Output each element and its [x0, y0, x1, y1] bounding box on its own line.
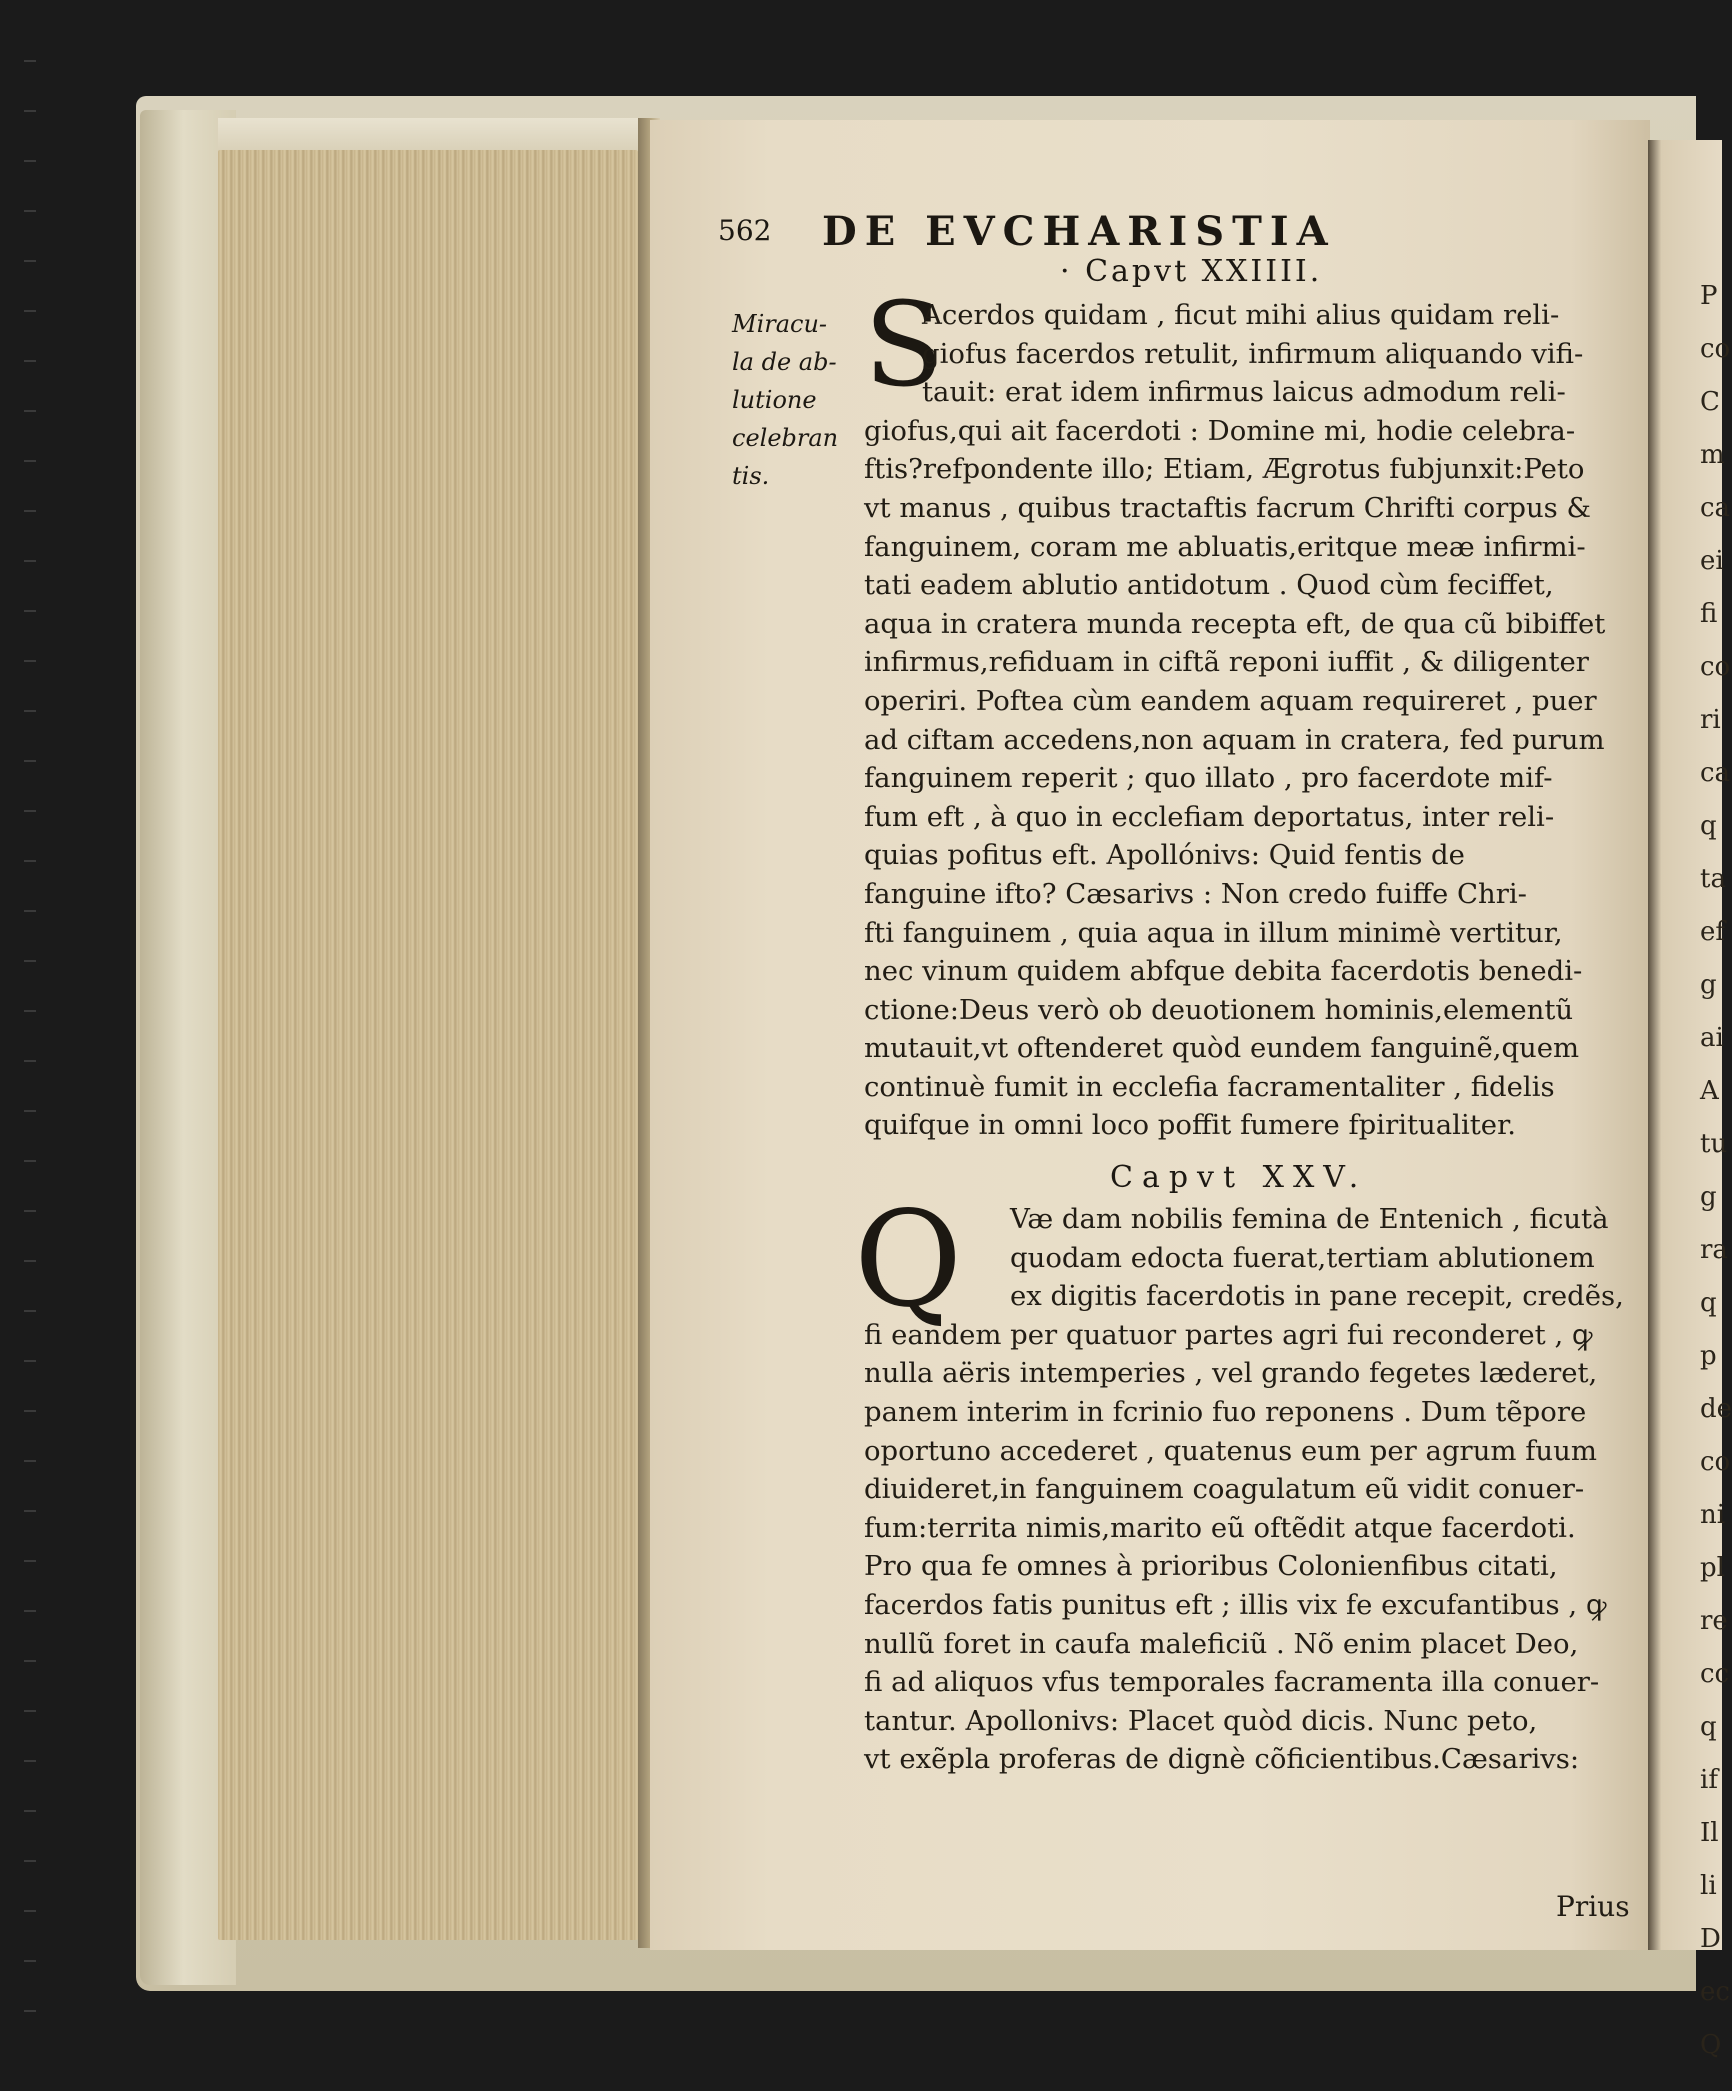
page-number: 562 — [718, 214, 772, 247]
facing-page-fragment: D — [1700, 1924, 1721, 1954]
ruler-tick — [24, 1760, 36, 1762]
text-line: quodam edocta fuerat,tertiam ablutionem — [1010, 1241, 1595, 1274]
ruler-tick — [24, 860, 36, 862]
facing-page-fragments — [1700, 270, 1732, 2072]
text-line: nulla aëris intemperies , vel grando fegetes læderet, — [864, 1357, 1598, 1390]
ruler-tick — [24, 160, 36, 162]
ruler-tick — [24, 610, 36, 612]
ruler-tick — [24, 1960, 36, 1962]
marginal-note-line: Miracu- — [732, 310, 828, 338]
text-line: ex digitis facerdotis in pane recepit, credẽs, — [1010, 1280, 1624, 1313]
facing-page-fragment: ni — [1700, 1500, 1726, 1530]
marginal-note-line: celebran — [732, 424, 839, 452]
ruler-tick — [24, 910, 36, 912]
text-line: tantur. Apollonivs: Placet quòd dicis. Nunc peto, — [864, 1704, 1538, 1737]
facing-page-fragment: li — [1700, 1871, 1717, 1901]
marginal-note-line: tis. — [732, 462, 770, 490]
chapter-heading: Capvt XXV. — [1110, 1160, 1368, 1195]
facing-page-fragment: q — [1700, 811, 1717, 841]
scan-ruler — [0, 0, 60, 2091]
catchword: Prius — [1556, 1890, 1630, 1923]
ruler-tick — [24, 1060, 36, 1062]
text-line: nullũ foret in caufa maleficiũ . Nõ enim placet Deo, — [864, 1627, 1579, 1660]
text-line: fum eft , à quo in ecclefiam deportatus, inter reli- — [864, 800, 1555, 833]
running-head: DE EVCHARISTIA — [822, 208, 1336, 255]
ruler-tick — [24, 1110, 36, 1112]
ruler-tick — [24, 1210, 36, 1212]
text-line: oportuno accederet , quatenus eum per agrum fuum — [864, 1434, 1597, 1467]
ruler-tick — [24, 1560, 36, 1562]
page-block-edge — [218, 150, 638, 1940]
facing-page-fragment: cc — [1700, 1659, 1730, 1689]
ruler-tick — [24, 460, 36, 462]
ruler-tick — [24, 210, 36, 212]
facing-page-fragment: ri — [1700, 705, 1721, 735]
text-line: facerdos fatis punitus eft ; illis vix fe excufantibus , ꝙ — [864, 1588, 1607, 1621]
text-line: quifque in omni loco poffit fumere fpiritualiter. — [864, 1109, 1516, 1142]
ruler-tick — [24, 660, 36, 662]
ruler-tick — [24, 1160, 36, 1162]
text-line: ctione:Deus verò ob deuotionem hominis,elementũ — [864, 993, 1574, 1026]
drop-cap: Q — [854, 1183, 963, 1337]
ruler-tick — [24, 410, 36, 412]
text-line: tauit: erat idem infirmus laicus admodum reli- — [922, 376, 1566, 409]
text-line: fti fanguinem , quia aqua in illum minimè vertitur, — [864, 916, 1563, 949]
ruler-tick — [24, 260, 36, 262]
text-line: fi eandem per quatuor partes agri fui reconderet , ꝙ — [864, 1318, 1593, 1351]
ruler-tick — [24, 60, 36, 62]
ruler-tick — [24, 1360, 36, 1362]
ruler-tick — [24, 760, 36, 762]
ruler-tick — [24, 1910, 36, 1912]
ruler-tick — [24, 510, 36, 512]
facing-page-fragment: g — [1700, 1182, 1717, 1212]
facing-page-fragment: q — [1700, 1288, 1717, 1318]
marginal-note-line: la de ab- — [732, 348, 837, 376]
chapter-text — [864, 296, 1638, 1145]
facing-page-fragment: co — [1700, 652, 1731, 682]
text-line: fanguinem reperit ; quo illato , pro facerdote mif- — [864, 762, 1553, 795]
facing-page-fragment: pl — [1700, 1553, 1725, 1583]
ruler-tick — [24, 1310, 36, 1312]
ruler-tick — [24, 360, 36, 362]
facing-page-fragment: Il — [1700, 1818, 1719, 1848]
facing-page-fragment: ca — [1700, 493, 1731, 523]
facing-page-fragment: C — [1700, 387, 1720, 417]
facing-page-fragment: g — [1700, 970, 1717, 1000]
facing-page-fragment: fi — [1700, 599, 1718, 629]
chapter-text — [864, 1200, 1638, 1779]
ruler-tick — [24, 1860, 36, 1862]
facing-page-fragment: ai — [1700, 1023, 1724, 1053]
facing-page-fragment: m — [1700, 440, 1725, 470]
facing-page-fragment: ra — [1700, 1235, 1728, 1265]
facing-page-fragment: ta — [1700, 864, 1726, 894]
ruler-tick — [24, 1810, 36, 1812]
ruler-tick — [24, 1710, 36, 1712]
text-line: vt exẽpla proferas de dignè cõficientibus.Cæsarivs: — [864, 1743, 1580, 1776]
text-line: diuideret,in fanguinem coagulatum eũ vidit conuer- — [864, 1473, 1585, 1506]
drop-cap: S — [864, 278, 944, 413]
ruler-tick — [24, 560, 36, 562]
text-line: aqua in cratera munda recepta eft, de qua cũ bibiffet — [864, 607, 1606, 640]
text-line: giofus facerdos retulit, infirmum aliquando vifi- — [922, 337, 1584, 370]
ruler-tick — [24, 1610, 36, 1612]
ruler-tick — [24, 810, 36, 812]
facing-page-fragment: p — [1700, 1341, 1717, 1371]
text-line: quias pofitus eft. Apollónivs: Quid fentis de — [864, 839, 1465, 872]
ruler-tick — [24, 1460, 36, 1462]
facing-page-fragment: ef — [1700, 917, 1726, 947]
chapter-heading: · Capvt XXIIII. — [1060, 254, 1323, 289]
text-line: fanguinem, coram me abluatis,eritque meæ infirmi- — [864, 530, 1586, 563]
text-line: panem interim in fcrinio fuo reponens . Dum tẽpore — [864, 1395, 1587, 1428]
text-line: Pro qua fe omnes à prioribus Colonienfibus citati, — [864, 1550, 1558, 1583]
marginal-note — [732, 305, 862, 495]
ruler-tick — [24, 960, 36, 962]
text-line: vt manus , quibus tractaftis facrum Chrifti corpus & — [864, 491, 1592, 524]
ruler-tick — [24, 1260, 36, 1262]
ruler-tick — [24, 710, 36, 712]
ruler-tick — [24, 1010, 36, 1012]
ruler-tick — [24, 1510, 36, 1512]
page-block-top — [218, 118, 648, 154]
facing-page-fragment: tu — [1700, 1129, 1728, 1159]
text-line: Væ dam nobilis femina de Entenich , ficutà — [1010, 1203, 1609, 1235]
ruler-tick — [24, 110, 36, 112]
text-line: giofus,qui ait facerdoti : Domine mi, hodie celebra- — [864, 414, 1576, 447]
facing-page-fragment: co — [1700, 334, 1731, 364]
marginal-note-line: lutione — [732, 386, 817, 414]
facing-page-fragment: ec — [1700, 1977, 1730, 2007]
text-line: ftis?refpondente illo; Etiam, Ægrotus fubjunxit:Peto — [864, 453, 1585, 486]
ruler-tick — [24, 2010, 36, 2012]
facing-page-fragment: co — [1700, 1447, 1731, 1477]
text-line: ad ciftam accedens,non aquam in cratera, fed purum — [864, 723, 1605, 756]
text-line: continuè fumit in ecclefia facramentaliter , fidelis — [864, 1070, 1555, 1103]
facing-page-fragment: ca — [1700, 758, 1731, 788]
facing-page-fragment: if — [1700, 1765, 1718, 1795]
text-line: infirmus,refiduam in ciftã reponi iuffit , & diligenter — [864, 646, 1589, 679]
ruler-tick — [24, 1660, 36, 1662]
facing-page-fragment: ei — [1700, 546, 1724, 576]
facing-page-fragment: A — [1700, 1076, 1719, 1106]
facing-page-fragment: q — [1700, 1712, 1717, 1742]
ruler-tick — [24, 310, 36, 312]
facing-page-fragment: de — [1700, 1394, 1732, 1424]
facing-page-fragment: re — [1700, 1606, 1728, 1636]
facing-page-fragment: Q — [1700, 2030, 1722, 2060]
text-line: fanguine ifto? Cæsarivs : Non credo fuiffe Chri- — [864, 877, 1527, 910]
text-line: fum:territa nimis,marito eũ oftẽdit atque facerdoti. — [864, 1511, 1576, 1544]
text-line: fi ad aliquos vfus temporales facramenta illa conuer- — [864, 1666, 1600, 1699]
facing-page-fragment: P — [1700, 281, 1718, 311]
text-line: tati eadem ablutio antidotum . Quod cùm feciffet, — [864, 569, 1554, 602]
text-line: mutauit,vt oftenderet quòd eundem fanguinẽ,quem — [864, 1032, 1580, 1065]
ruler-tick — [24, 1410, 36, 1412]
text-line: operiri. Poftea cùm eandem aquam requireret , puer — [864, 684, 1597, 717]
text-line: Acerdos quidam , ficut mihi alius quidam reli- — [922, 299, 1560, 331]
text-line: nec vinum quidem abfque debita facerdotis benedi- — [864, 955, 1583, 988]
